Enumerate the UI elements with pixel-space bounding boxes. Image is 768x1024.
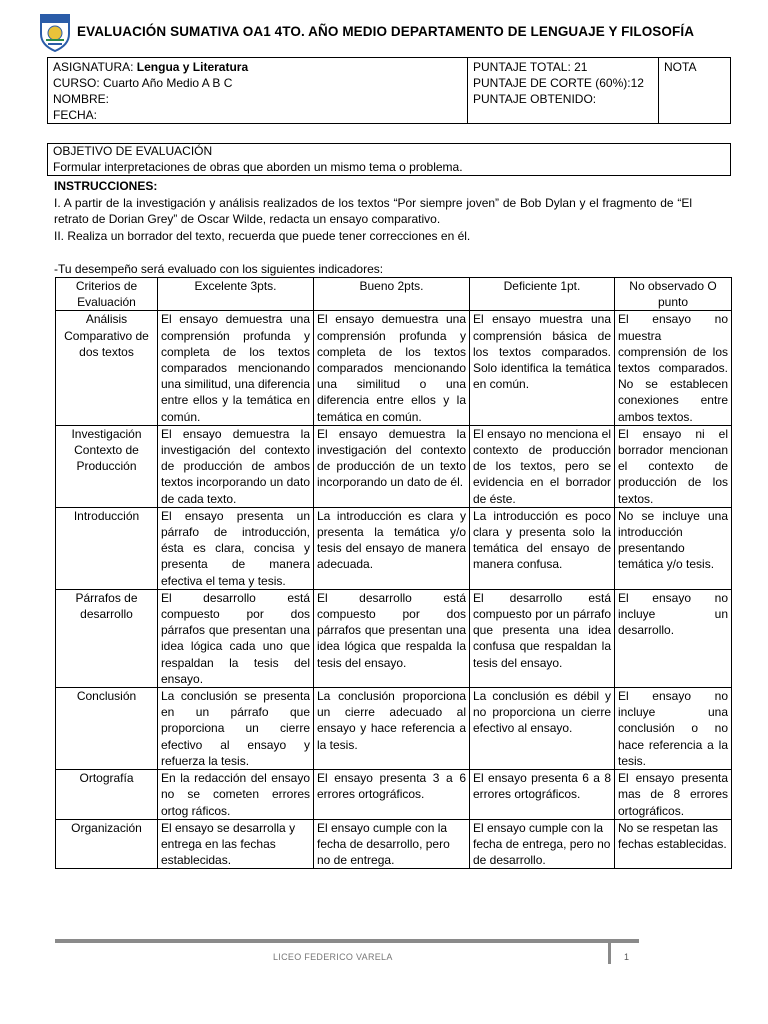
objective-text: Formular interpretaciones de obras que aborden un mismo tema o problema. [53,159,463,174]
table-row [56,770,732,820]
rubric-cell: El desarrollo está compuesto por un párrafo que presenta una idea confusa que respaldan la tesis del ensayo. [470,589,615,687]
asignatura-label: ASIGNATURA: [53,60,137,74]
indicators-intro: -Tu desempeño será evaluado con los siguientes indicadores: [54,262,384,276]
table-row [56,425,732,507]
rubric-cell: El ensayo demuestra una comprensión profunda y completa de los textos comparados mencionando una similitud o una diferencia entre ellos y la temática en común. [314,311,470,425]
rubric-cell: El ensayo presenta 3 a 6 errores ortográficos. [314,770,470,820]
instruction-item-1: I. A partir de la investigación y análisis realizados de los textos “Por siempre joven” de Bob Dylan y el fragmento de “El retrato de Dorian Grey” de Oscar Wilde, redacta un ensayo comparativo. [54,195,692,226]
rubric-cell: El desarrollo está compuesto por dos párrafos que presentan una idea lógica cada uno que respaldan la tesis del ensayo. [158,589,314,687]
rubric-header-deficiente: Deficiente 1pt. [470,278,615,311]
instructions-section [54,178,692,278]
rubric-cell: El ensayo no muestra comprensión de los textos comparados. No se establecen conexiones entre ambos textos. [615,311,732,425]
criterion-cell: Conclusión [56,688,158,770]
criterion-cell: Introducción [56,507,158,589]
rubric-cell: En la redacción del ensayo no se cometen errores ortog ráficos. [158,770,314,820]
objective-box [47,143,731,176]
rubric-cell: El ensayo demuestra una comprensión profunda y completa de los textos comparados mencionando una similitud, una diferencia entre ellos y la temática en común. [158,311,314,425]
rubric-cell: No se incluye una introducción presentando temática y/o tesis. [615,507,732,589]
rubric-cell: El ensayo no incluye una conclusión o no hace referencia a la tesis. [615,688,732,770]
rubric-header-bueno: Bueno 2pts. [314,278,470,311]
criterion-cell: Investigación Contexto de Producción [56,425,158,507]
curso-field: CURSO: Cuarto Año Medio A B C [53,76,233,90]
rubric-cell: No se respetan las fechas establecidas. [615,819,732,869]
rubric-cell: La conclusión proporciona un cierre adecuado al ensayo y hace referencia a la tesis. [314,688,470,770]
rubric-cell: El ensayo presenta mas de 8 errores ortográficos. [615,770,732,820]
rubric-table [55,277,732,869]
criterion-cell: Ortografía [56,770,158,820]
rubric-cell: La introducción es clara y presenta la temática y/o tesis del ensayo de manera adecuada. [314,507,470,589]
instruction-item-2: II. Realiza un borrador del texto, recuerda que puede tener correcciones en él. [54,228,471,243]
table-row [56,688,732,770]
page-number: 1 [624,952,630,962]
rubric-cell: El ensayo no incluye un desarrollo. [615,589,732,687]
instructions-heading: INSTRUCCIONES: [54,179,158,193]
table-row [56,589,732,687]
footer-divider [55,939,639,943]
rubric-header-criteria: Criterios de Evaluación [56,278,158,311]
table-row [56,507,732,589]
rubric-cell: El ensayo presenta un párrafo de introducción, ésta es clara, concisa y presenta de manera efectiva el tema y tesis. [158,507,314,589]
course-info-cell [48,58,468,123]
rubric-cell: El ensayo cumple con la fecha de desarrollo, pero no de entrega. [314,819,470,869]
table-row [56,311,732,425]
criterion-cell: Párrafos de desarrollo [56,589,158,687]
rubric-cell: El ensayo se desarrolla y entrega en las fechas establecidas. [158,819,314,869]
rubric-cell: El desarrollo está compuesto por dos párrafos que presentan una idea lógica que respalda la tesis del ensayo. [314,589,470,687]
rubric-header-no-observado: No observado O punto [615,278,732,311]
rubric-cell: El ensayo ni el borrador mencionan el contexto de producción de los textos. [615,425,732,507]
nombre-field[interactable]: NOMBRE: [53,92,110,106]
asignatura-value: Lengua y Literatura [136,60,249,74]
nota-label: NOTA [664,60,697,74]
rubric-cell: El ensayo demuestra la investigación del contexto de producción de ambos textos incorporando un dato de cada texto. [158,425,314,507]
rubric-cell: El ensayo presenta 6 a 8 errores ortográficos. [470,770,615,820]
rubric-cell: El ensayo no menciona el contexto de producción de los textos, pero se evidencia en el borrador de éste. [470,425,615,507]
objective-label: OBJETIVO DE EVALUACIÓN [53,144,213,158]
criterion-cell: Organización [56,819,158,869]
puntaje-total: PUNTAJE TOTAL: 21 [473,60,588,74]
rubric-cell: La conclusión se presenta en un párrafo que proporciona un cierre efectivo al ensayo y refuerza la tesis. [158,688,314,770]
puntaje-corte: PUNTAJE DE CORTE (60%):12 [473,76,644,90]
footer-school-name: LICEO FEDERICO VARELA [273,952,393,962]
rubric-header-excelente: Excelente 3pts. [158,278,314,311]
document-title: EVALUACIÓN SUMATIVA OA1 4TO. AÑO MEDIO DEPARTAMENTO DE LENGUAJE Y FILOSOFÍA [77,24,695,39]
rubric-cell: El ensayo muestra una comprensión básica de los textos comparados. Solo identifica la temática en común. [470,311,615,425]
rubric-cell: La introducción es poco clara y presenta solo la temática del ensayo de manera confusa. [470,507,615,589]
puntaje-obtenido-field[interactable]: PUNTAJE OBTENIDO: [473,92,597,106]
score-info-cell [468,58,659,123]
rubric-header-row [56,278,732,311]
fecha-field[interactable]: FECHA: [53,108,98,122]
student-info-box [47,57,731,124]
footer-page-separator [608,941,611,964]
rubric-cell: El ensayo demuestra la investigación del contexto de producción de un texto incorporando un dato de él. [314,425,470,507]
nota-cell[interactable] [659,58,730,123]
rubric-cell: El ensayo cumple con la fecha de entrega, pero no de desarrollo. [470,819,615,869]
rubric-cell: La conclusión es débil y no proporciona un cierre efectivo al ensayo. [470,688,615,770]
table-row [56,819,732,869]
school-crest-logo [38,12,72,52]
criterion-cell: Análisis Comparativo de dos textos [56,311,158,425]
